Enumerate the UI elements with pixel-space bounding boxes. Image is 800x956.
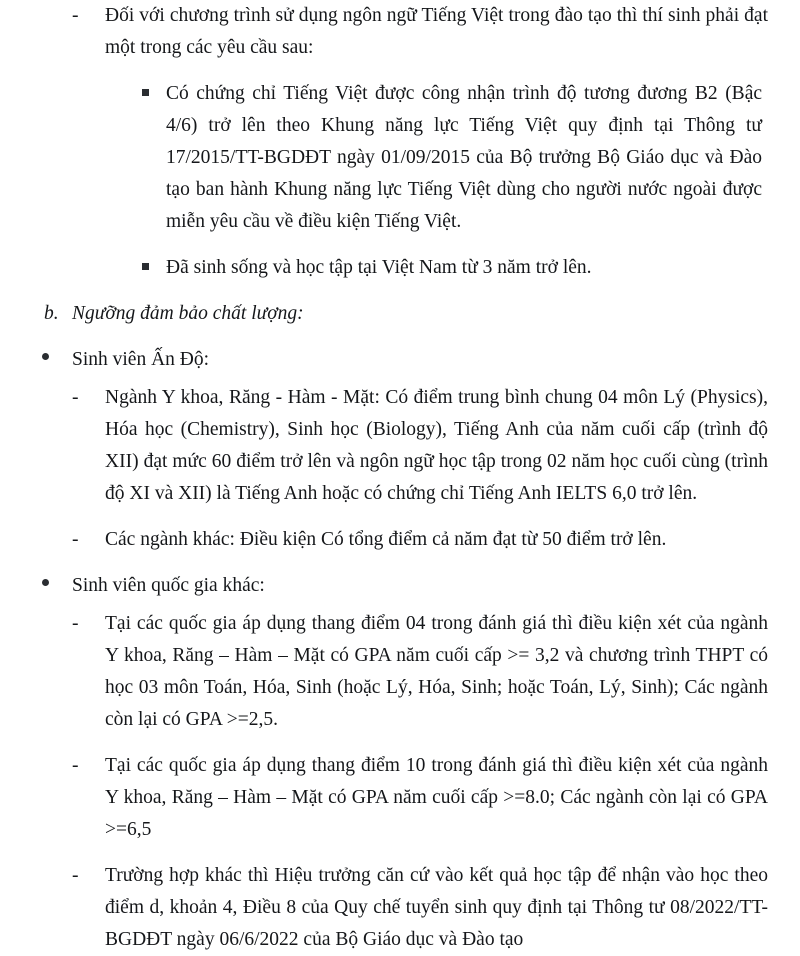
paragraph-text: Sinh viên quốc gia khác: (72, 575, 265, 596)
list-item-resided-in-vietnam (142, 252, 762, 284)
paragraph-text: Đã sinh sống và học tập tại Việt Nam từ 3 năm trở lên. (166, 257, 592, 278)
dash-marker-icon: - (72, 387, 79, 408)
paragraph-text: Trường hợp khác thì Hiệu trưởng căn cứ vào kết quả học tập để nhận vào học theo điểm d, khoản 4, Điều 8 của Quy chế tuyển sinh quy định tại Thông tư 08/2022/TT-BGDĐT ngày 06/6/2022 của Bộ Giáo dục và Đào tạo (105, 865, 768, 950)
dash-marker-icon: - (72, 755, 79, 776)
section-heading-quality-threshold (44, 298, 768, 330)
list-item-other-country-students (42, 570, 768, 602)
paragraph-text: Ngành Y khoa, Răng - Hàm - Mặt: Có điểm trung bình chung 04 môn Lý (Physics), Hóa học (Chemistry), Sinh học (Biology), Tiếng Anh của năm cuối cấp (trình độ XII) đạt mức 60 điểm trở lên và ngôn ngữ học tập trong 02 năm học cuối cùng (trình độ XI và XII) là Tiếng Anh hoặc có chứng chỉ Tiếng Anh IELTS 6,0 trở lên. (105, 387, 768, 504)
list-item-vietnamese-language-requirement (72, 0, 768, 64)
list-item-grading-scale-04 (72, 608, 768, 736)
square-bullet-icon (142, 252, 166, 284)
dash-marker-icon: - (72, 865, 79, 886)
list-item-other-cases (72, 860, 768, 956)
list-item-certificate-b2 (142, 78, 762, 238)
dash-marker-icon: - (72, 529, 79, 550)
list-item-indian-students (42, 344, 768, 376)
paragraph-text: Có chứng chỉ Tiếng Việt được công nhận trình độ tương đương B2 (Bậc 4/6) trở lên theo Khung năng lực Tiếng Việt quy định tại Thông tư 17/2015/TT-BGDĐT ngày 01/09/2015 của Bộ trưởng Bộ Giáo dục và Đào tạo ban hành Khung năng lực Tiếng Việt dùng cho người nước ngoài được miễn yêu cầu về điều kiện Tiếng Việt. (166, 83, 762, 232)
alpha-label: b. (44, 303, 59, 324)
list-item-other-majors-india (72, 524, 768, 556)
round-bullet-icon (42, 570, 72, 602)
paragraph-text: Tại các quốc gia áp dụng thang điểm 10 trong đánh giá thì điều kiện xét của ngành Y khoa, Răng – Hàm – Mặt có GPA năm cuối cấp >=8.0; Các ngành còn lại có GPA >=6,5 (105, 755, 768, 840)
list-item-grading-scale-10 (72, 750, 768, 846)
paragraph-text: Đối với chương trình sử dụng ngôn ngữ Tiếng Việt trong đào tạo thì thí sinh phải đạt một trong các yêu cầu sau: (105, 5, 768, 58)
list-item-medicine-dentistry-india (72, 382, 768, 510)
paragraph-text: Các ngành khác: Điều kiện Có tổng điểm cả năm đạt từ 50 điểm trở lên. (105, 529, 667, 550)
section-heading-text: Ngưỡng đảm bảo chất lượng: (72, 303, 304, 324)
round-bullet-icon (42, 344, 72, 376)
square-bullet-icon (142, 78, 166, 110)
dash-marker-icon: - (72, 613, 79, 634)
paragraph-text: Tại các quốc gia áp dụng thang điểm 04 trong đánh giá thì điều kiện xét của ngành Y khoa, Răng – Hàm – Mặt có GPA năm cuối cấp >= 3,2 và chương trình THPT có học 03 môn Toán, Hóa, Sinh (hoặc Lý, Hóa, Sinh; hoặc Toán, Lý, Sinh); Các ngành còn lại có GPA >=2,5. (105, 613, 768, 730)
dash-marker-icon: - (72, 5, 79, 26)
paragraph-text: Sinh viên Ấn Độ: (72, 349, 210, 370)
